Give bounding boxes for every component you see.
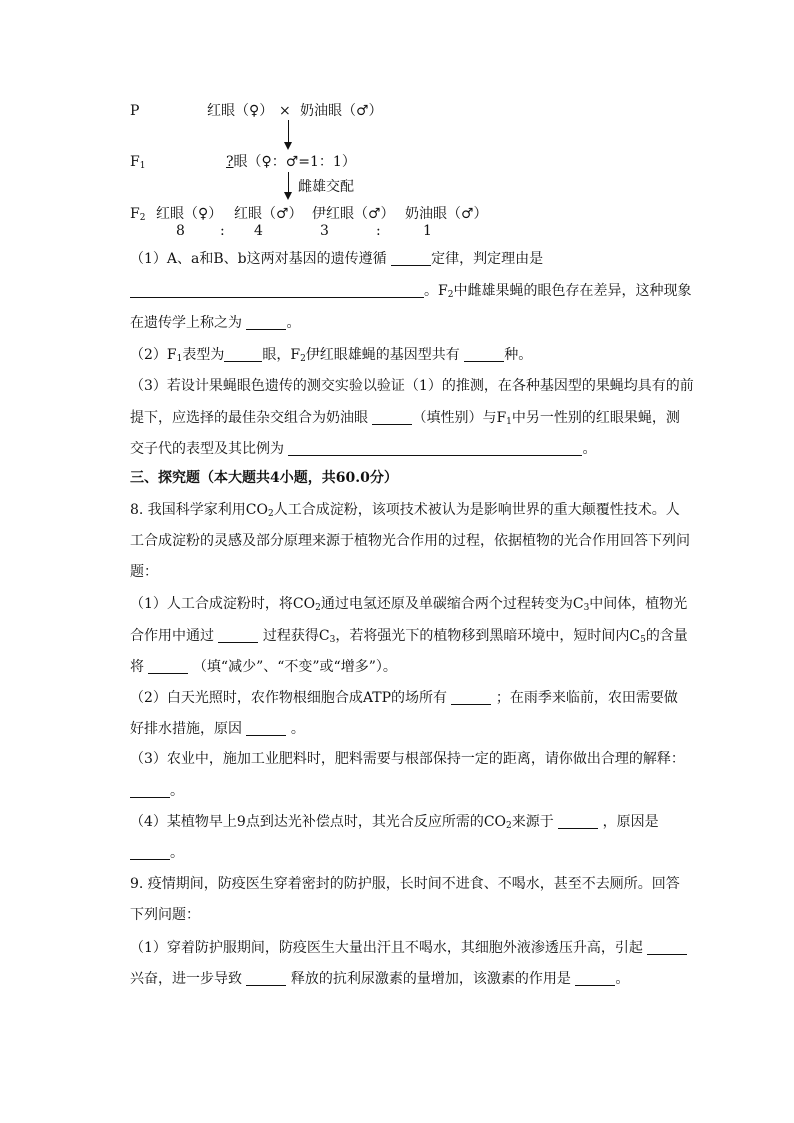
answer-blank[interactable] <box>246 315 286 330</box>
answer-blank[interactable] <box>130 783 170 798</box>
times-sign: × <box>279 103 291 119</box>
q8-line: （1）人工合成淀粉时，将$CO_2$通过电氢还原及单碳缩合两个过程转变为$C_3$中间体，植物光 <box>130 596 688 613</box>
q8-stem: 工合成淀粉的灵感及部分原理来源于植物光合作用的过程，依据植物的光合作用回答下列问 <box>130 533 690 549</box>
f2-type: 红眼（♂） <box>234 206 303 222</box>
answer-blank[interactable] <box>224 347 262 362</box>
f2-type: 伊红眼（♂） <box>312 206 395 222</box>
q7-line: 交子代的表型及其比例为 。 <box>130 441 597 457</box>
answer-blank[interactable] <box>218 628 258 643</box>
p-male: 奶油眼（♂） <box>300 103 383 119</box>
answer-blank[interactable] <box>451 690 491 705</box>
f2-type: 红眼（♀） <box>156 206 223 222</box>
section-heading: 三、探究题（本大题共4小题，共60.0分） <box>130 470 398 486</box>
p-label: P <box>130 103 140 119</box>
f1-phenotype: ?眼（♀：♂=1：1） <box>226 154 356 170</box>
answer-blank[interactable] <box>464 347 504 362</box>
f1-unknown: ? <box>226 154 234 170</box>
answer-blank[interactable] <box>391 251 431 266</box>
answer-blank[interactable] <box>130 283 424 298</box>
q9-stem: 下列问题： <box>130 907 200 923</box>
q9-line: 兴奋，进一步导致 释放的抗利尿激素的量增加，该激素的作用是 。 <box>130 971 630 987</box>
ratio-colon: : <box>220 223 225 239</box>
q7-line: 提下，应选择的最佳杂交组合为奶油眼 （填性别）与$F_1$中另一性别的红眼果蝇，测 <box>130 410 680 427</box>
ratio-value: 4 <box>254 223 263 239</box>
q8-stem: 题： <box>130 564 158 580</box>
answer-blank[interactable] <box>148 659 188 674</box>
q8-line: （4）某植物早上9点到达光补偿点时，其光合反应所需的$CO_2$来源于 ，原因是 <box>130 814 659 831</box>
q8-line: （3）农业中，施加工业肥料时，肥料需要与根部保持一定的距离，请你做出合理的解释： <box>130 751 685 767</box>
ratio-value: 3 <box>320 223 329 239</box>
ratio-value: 1 <box>423 223 432 239</box>
q7-line: （3）若设计果蝇眼色遗传的测交实验以验证（1）的推测，在各种基因型的果蝇均具有的前 <box>130 378 694 394</box>
answer-blank[interactable] <box>246 971 286 986</box>
q7-line: （1）A、a和B、b这两对基因的遗传遵循 定律，判定理由是 <box>130 251 544 267</box>
q7-line: $(2)F_1$表型为 眼，$F_2$伊红眼雄蝇的基因型共有 种。 <box>130 347 533 364</box>
f1-label: $F_1$ <box>130 154 146 171</box>
q8-line: 合作用中通过 过程获得$C_3$，若将强光下的植物移到黑暗环境中，短时间内$C_5$的含量 <box>130 628 688 645</box>
f2-type: 奶油眼（♂） <box>405 206 488 222</box>
mating-label: 雌雄交配 <box>298 179 354 195</box>
f2-label: $F_2$ <box>130 206 146 223</box>
answer-blank[interactable] <box>246 721 286 736</box>
q8-line: 好排水措施，原因 。 <box>130 721 305 737</box>
answer-blank[interactable] <box>288 441 582 456</box>
ratio-colon: : <box>376 223 381 239</box>
answer-blank[interactable] <box>130 845 170 860</box>
q8-line: 。 <box>130 845 184 860</box>
answer-blank[interactable] <box>372 410 412 425</box>
ratio-value: 8 <box>176 223 185 239</box>
q9-line: （1）穿着防护服期间，防疫医生大量出汗且不喝水，其细胞外液渗透压升高，引起 <box>130 940 687 955</box>
p-female: 红眼（♀） <box>207 103 274 119</box>
answer-blank[interactable] <box>575 971 615 986</box>
answer-blank[interactable] <box>647 940 687 955</box>
q8-stem: 8. 我国科学家利用$CO_2$人工合成淀粉，该项技术被认为是影响世界的重大颠覆性技术。人 <box>130 502 680 519</box>
q7-line: 。$F_2$中雌雄果蝇的眼色存在差异，这种现象 <box>130 283 691 298</box>
q9-stem: 9. 疫情期间，防疫医生穿着密封的防护服，长时间不进食、不喝水，甚至不去厕所。回答 <box>130 876 680 892</box>
q8-line: 。 <box>130 783 184 798</box>
q7-line: 在遗传学上称之为 。 <box>130 315 301 331</box>
q8-line: 将 （填“减少”、“不变”或“增多”）。 <box>130 659 397 675</box>
answer-blank[interactable] <box>558 814 598 829</box>
q8-line: （2）白天光照时，农作物根细胞合成ATP的场所有 ；在雨季来临前，农田需要做 <box>130 690 678 706</box>
